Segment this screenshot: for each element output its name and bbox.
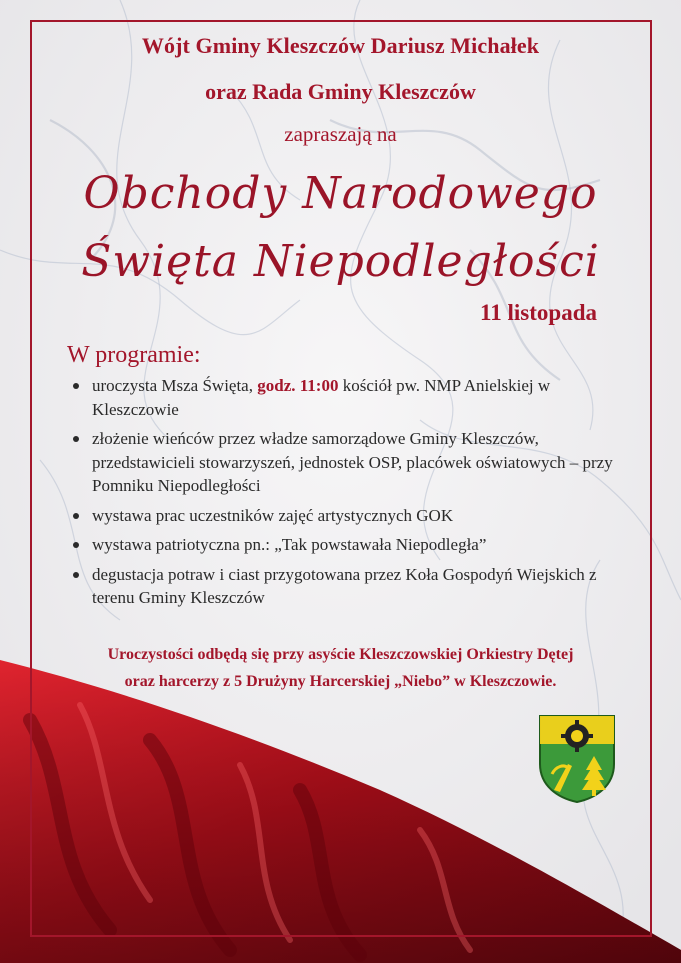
event-title-line-2: Święta Niepodległości — [81, 236, 600, 287]
mass-time: godz. 11:00 — [257, 376, 339, 395]
program-item-wreaths: złożenie wieńców przez władze samorządowe Gminy Kleszczów, przedstawicieli stowarzyszeń, jednostek OSP, placówek oświatowych – przy Pomniku Niepodległości — [70, 427, 640, 498]
program-item-mass — [70, 374, 640, 421]
invitation-line: zapraszają na — [284, 122, 397, 146]
mass-text-before: uroczysta Msza Święta, — [92, 376, 258, 395]
program-item-tasting: degustacja potraw i ciast przygotowana przez Koła Gospodyń Wiejskich z terenu Gminy Kleszczów — [70, 563, 640, 610]
program-item-patriotic-exhibition: wystawa patriotyczna pn.: „Tak powstawała Niepodległa” — [70, 533, 640, 557]
organizer-line-1: Wójt Gminy Kleszczów Dariusz Michałek — [141, 33, 540, 58]
organizer-line-2: oraz Rada Gminy Kleszczów — [205, 79, 476, 104]
closing-line-1: Uroczystości odbędą się przy asyście Kleszczowskiej Orkiestry Dętej — [107, 646, 574, 663]
event-title-line-1: Obchody Narodowego — [83, 168, 598, 219]
program-heading: W programie: — [67, 342, 201, 368]
program-list — [70, 374, 640, 616]
mass-text-after: kościół pw. NMP Anielskiej w Kleszczowie — [92, 376, 551, 419]
event-date: 11 listopada — [480, 300, 597, 325]
kleszczow-coat-of-arms-icon — [538, 714, 616, 804]
closing-line-2: oraz harcerzy z 5 Drużyny Harcerskiej „Niebo” w Kleszczowie. — [124, 673, 557, 690]
program-item-art-exhibition: wystawa prac uczestników zajęć artystycznych GOK — [70, 504, 640, 528]
